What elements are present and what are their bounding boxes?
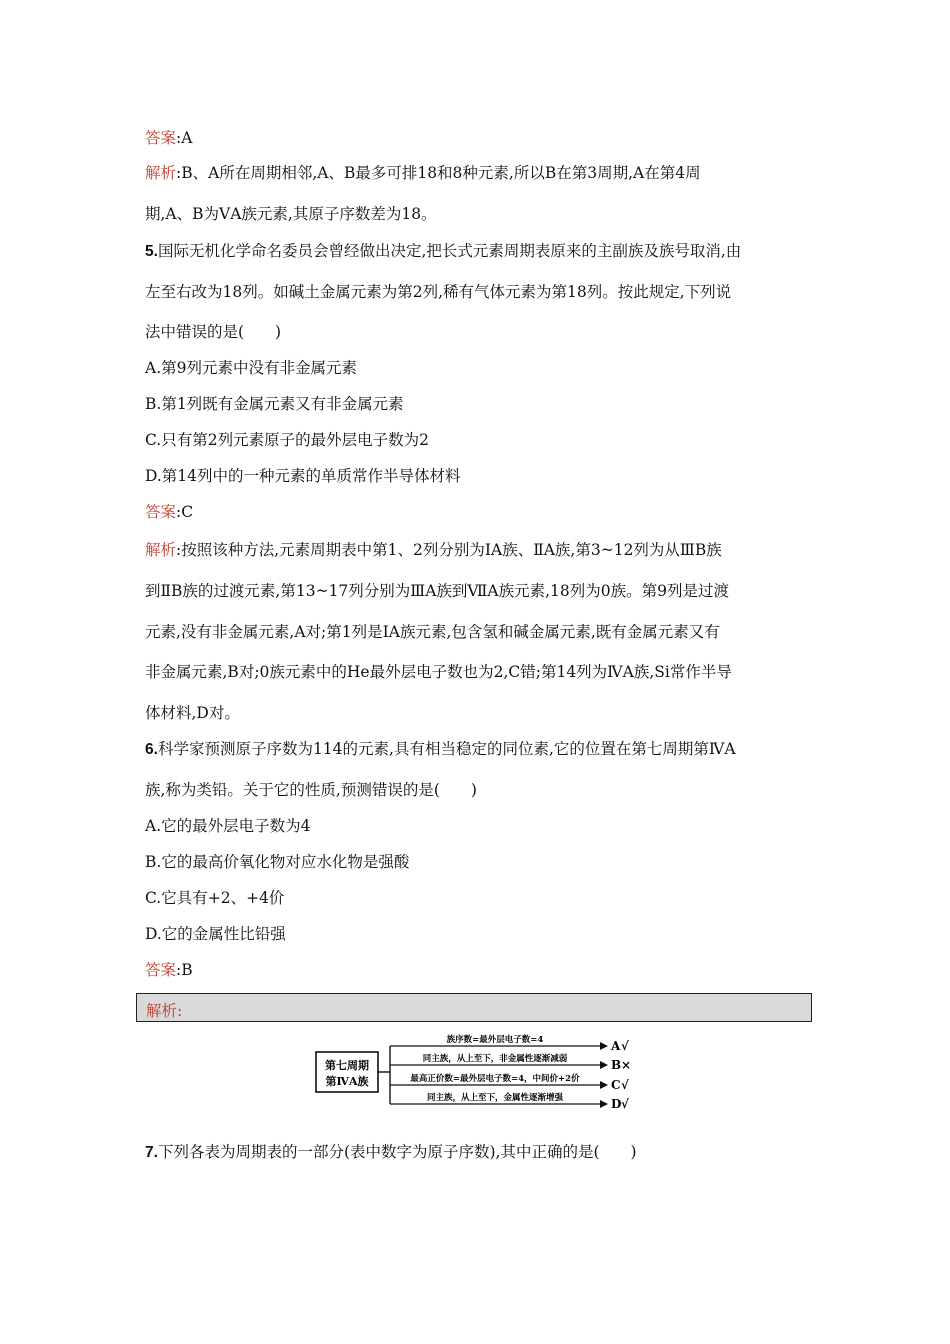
answer-value: :C [176, 503, 194, 521]
diagram-row-text: 族序数=最外层电子数=4 [446, 1035, 544, 1045]
diagram-row-text: 最高正价数=最外层电子数=4，中间价+2价 [410, 1074, 580, 1084]
diagram-row-letter: D [611, 1097, 622, 1111]
diagram-row-mark: √ [621, 1039, 629, 1053]
answer-q5 [145, 502, 193, 522]
diagram-row-letter: C [611, 1078, 621, 1092]
diagram-row-mark: × [621, 1058, 632, 1072]
answer-label: 答案 [145, 503, 177, 521]
question-6-line1: 6.科学家预测原子序数为114的元素,具有相当稳定的同位素,它的位置在第七周期第ⅣA [145, 740, 736, 758]
explanation-q5-line3: 元素,没有非金属元素,A对;第1列是ⅠA族元素,包含氢和碱金属元素,既有金属元素又有 [145, 623, 720, 641]
answer-q4 [145, 128, 192, 148]
diagram-row-c [390, 1073, 629, 1092]
option-b: B.它的最高价氧化物对应水化物是强酸 [145, 853, 410, 871]
diagram-row-letter: B [611, 1058, 622, 1072]
explanation-q5-line4: 非金属元素,B对;0族元素中的He最外层电子数也为2,C错;第14列为ⅣA族,Si常作半导 [145, 663, 732, 681]
option-d: D.它的金属性比铅强 [145, 925, 286, 943]
question-6-line2: 族,称为类铅。关于它的性质,预测错误的是( ) [145, 781, 477, 799]
diagram-row-letter: A [611, 1039, 621, 1053]
explanation-label: 解析 [145, 164, 177, 182]
diagram-row-mark: √ [621, 1078, 629, 1092]
explanation-q5-line5: 体材料,D对。 [145, 704, 240, 722]
option-b: B.第1列既有金属元素又有非金属元素 [145, 395, 404, 413]
explanation-label: 解析 [145, 541, 177, 559]
option-d: D.第14列中的一种元素的单质常作半导体材料 [145, 467, 461, 485]
diagram-row-text: 同主族，从上至下，非金属性逐渐减弱 [422, 1054, 568, 1064]
question-5-line2: 左至右改为18列。如碱土金属元素为第2列,稀有气体元素为第18列。按此规定,下列说 [145, 283, 732, 301]
answer-label: 答案 [145, 961, 177, 979]
explanation-label: 解析: [146, 1002, 183, 1020]
question-number: 5. [145, 243, 158, 260]
diagram-row-a [390, 1034, 629, 1053]
explanation-box [136, 993, 812, 1022]
diagram-row-text: 同主族，从上至下，金属性逐渐增强 [426, 1093, 564, 1103]
option-a: A.它的最外层电子数为4 [145, 817, 311, 835]
explanation-diagram [310, 1030, 640, 1115]
explanation-q5-line1: 解析:按照该种方法,元素周期表中第1、2列分别为ⅠA族、ⅡA族,第3~12列为从ⅢB族 [145, 541, 722, 559]
diagram-row-mark: √ [621, 1097, 629, 1111]
answer-q6 [145, 960, 193, 980]
question-number: 7. [145, 1144, 158, 1161]
answer-value: :B [176, 961, 193, 979]
option-c: C.它具有+2、+4价 [145, 889, 285, 907]
question-5-line1: 5.国际无机化学命名委员会曾经做出决定,把长式元素周期表原来的主副族及族号取消,由 [145, 242, 742, 260]
answer-value: :A [176, 129, 193, 147]
diagram-box-line2: 第ⅣA族 [325, 1075, 369, 1088]
diagram-row-b [390, 1053, 631, 1072]
question-number: 6. [145, 741, 158, 758]
question-7-line1: 7.下列各表为周期表的一部分(表中数字为原子序数),其中正确的是( ) [145, 1143, 637, 1161]
diagram-box-line1: 第七周期 [325, 1059, 369, 1072]
answer-label: 答案 [145, 129, 177, 147]
option-a: A.第9列元素中没有非金属元素 [145, 359, 357, 377]
diagram-row-d [390, 1092, 629, 1111]
question-5-line3: 法中错误的是( ) [145, 323, 282, 341]
explanation-q5-line2: 到ⅡB族的过渡元素,第13~17列分别为ⅢA族到ⅦA族元素,18列为0族。第9列是过渡 [145, 582, 729, 600]
explanation-q4-line1: 解析:B、A所在周期相邻,A、B最多可排18和8种元素,所以B在第3周期,A在第4周 [145, 164, 701, 182]
option-c: C.只有第2列元素原子的最外层电子数为2 [145, 431, 429, 449]
explanation-q4-line2: 期,A、B为ⅤA族元素,其原子序数差为18。 [145, 205, 437, 223]
